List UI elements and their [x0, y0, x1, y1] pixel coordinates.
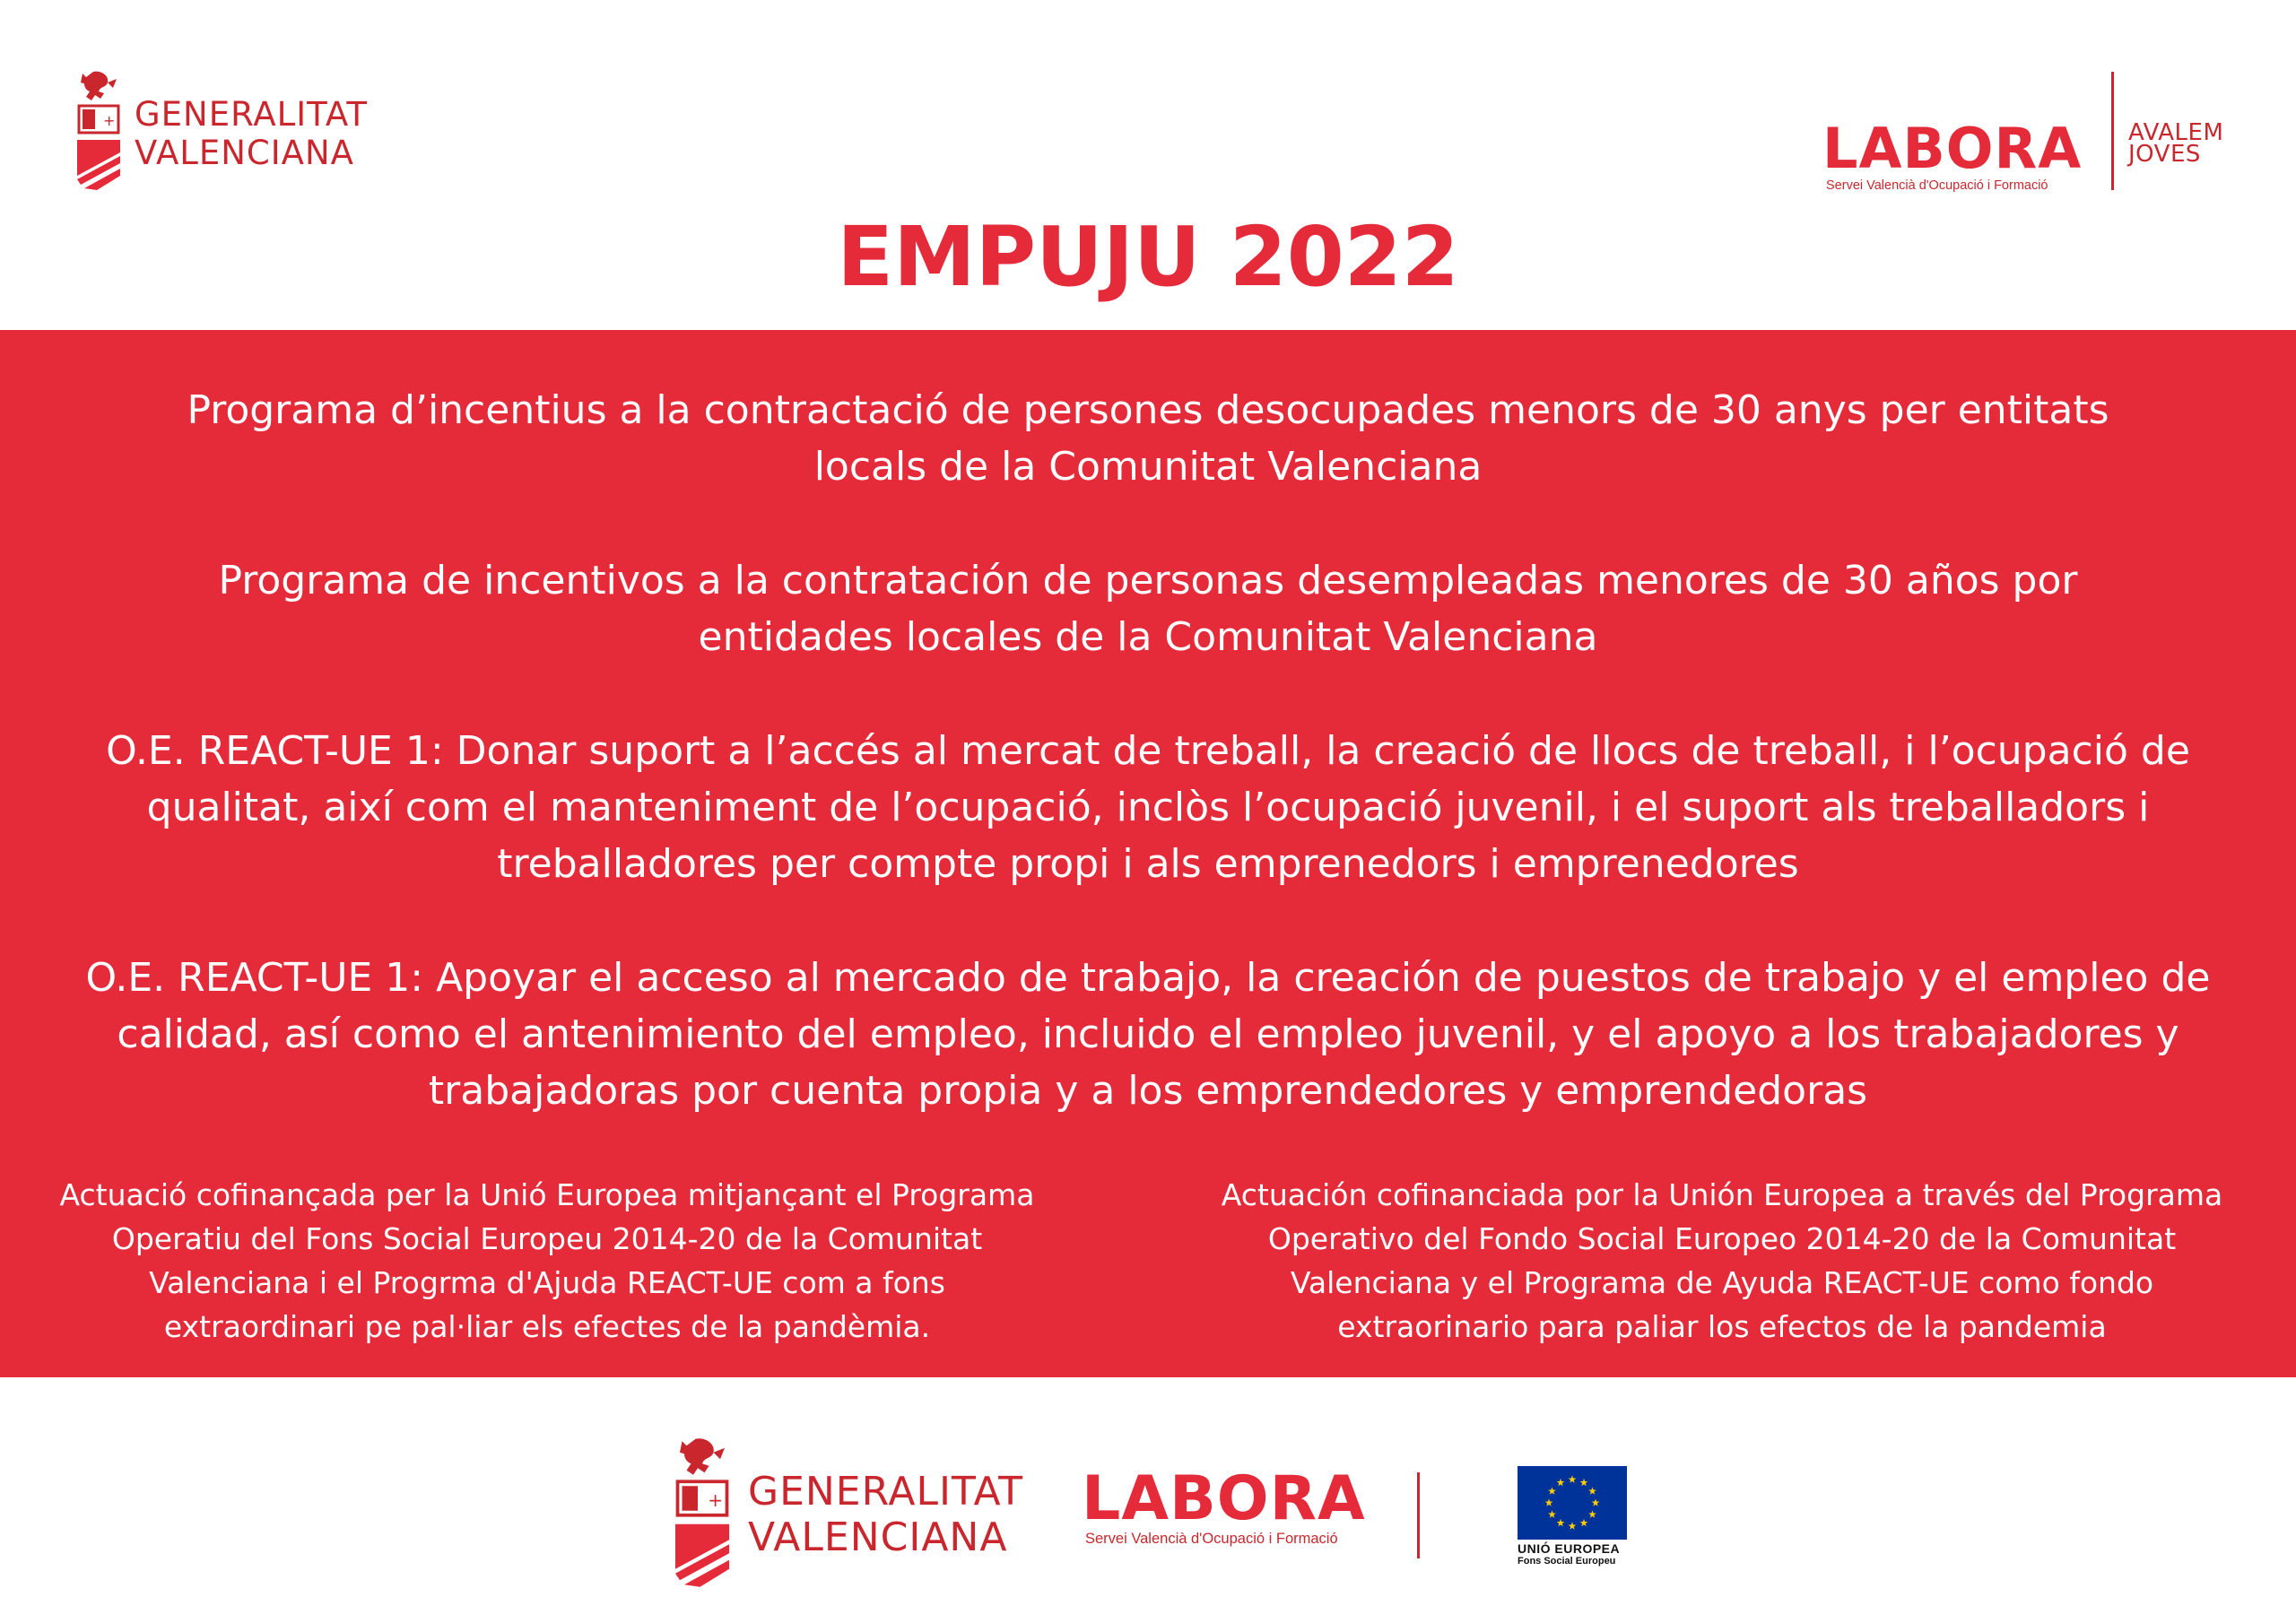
gva-foot-line1: GENERALITAT	[748, 1469, 1024, 1515]
cofin-ca-line1: Actuació cofinançada per la Unió Europea mitjançant el Programa	[59, 1177, 1035, 1212]
gva-line1: GENERALITAT	[135, 95, 368, 134]
cofin-es-line3: Valenciana y el Programa de Ayuda REACT-UE como fondo	[1290, 1265, 2154, 1300]
objective-ca	[72, 723, 2224, 892]
cofin-ca-line3: Valenciana i el Progrma d'Ajuda REACT-UE com a fons	[149, 1265, 945, 1300]
oe-es-line1: O.E. REACT-UE 1: Apoyar el acceso al mercado de trabajo, la creación de puestos de trabajo y el empleo de	[85, 955, 2211, 1001]
eu-subtitle: Fons Social Europeu	[1518, 1556, 1616, 1567]
labora-logo-top	[1822, 116, 2083, 194]
oe-es-line3: trabajadoras por cuenta propia y a los emprendedores y emprendedoras	[428, 1068, 1868, 1114]
eu-name: UNIÓ EUROPEA	[1518, 1541, 1621, 1556]
cofin-ca-line2: Operatiu del Fons Social Europeu 2014-20 de la Comunitat	[111, 1221, 983, 1256]
eu-caption	[1518, 1541, 1634, 1567]
page-title: EMPUJU 2022	[837, 209, 1459, 305]
cofin-es-line1: Actuación cofinanciada por la Unión Europea a través del Programa	[1221, 1177, 2223, 1212]
oe-es-line2: calidad, así como el antenimiento del empleo, incluido el empleo juvenil, y el apoyo a los trabajadores y	[117, 1011, 2179, 1057]
cofinancing-note-ca	[36, 1173, 1058, 1349]
gva-line2: VALENCIANA	[135, 134, 354, 172]
labora-wordmark-footer: LABORA	[1082, 1463, 1366, 1534]
objective-es	[63, 950, 2233, 1119]
info-band	[0, 330, 2296, 1377]
labora-logo-footer	[1082, 1463, 1369, 1551]
svg-text:+: +	[708, 1488, 724, 1511]
para-ca-line2: locals de la Comunitat Valenciana	[813, 444, 1483, 490]
generalitat-logo-top	[74, 70, 378, 190]
labora-subtitle: Servei Valencià d'Ocupació i Formació	[1826, 178, 2048, 193]
footer-divider	[1417, 1472, 1420, 1558]
header-divider	[2111, 72, 2114, 190]
eu-flag-icon	[1518, 1466, 1627, 1540]
generalitat-wordmark	[135, 95, 368, 172]
labora-wordmark: LABORA	[1822, 116, 2083, 181]
para-ca-line1: Programa d’incentius a la contractació de persones desocupades menors de 30 anys per entitats	[187, 387, 2109, 433]
eu-logo	[1518, 1466, 1627, 1570]
oe-ca-line3: treballadores per compte propi i als emprenedors i emprenedores	[497, 841, 1799, 887]
program-description-es	[81, 552, 2215, 665]
gva-emblem-icon	[74, 70, 124, 190]
generalitat-wordmark-footer	[748, 1469, 1023, 1560]
cofin-es-line2: Operativo del Fondo Social Europeo 2014-20 de la Comunitat	[1267, 1221, 2177, 1256]
gva-foot-line2: VALENCIANA	[748, 1515, 1008, 1560]
cofin-es-line4: extraorinario para paliar los efectos de la pandemia	[1337, 1309, 2107, 1344]
avalem-line1: AVALEM	[2128, 119, 2224, 146]
gva-emblem-icon	[671, 1433, 734, 1591]
cofin-ca-line4: extraordinari pe pal·liar els efectes de la pandèmia.	[163, 1309, 931, 1344]
svg-text:+: +	[103, 112, 116, 129]
para-es-line1: Programa de incentivos a la contratación de personas desempleadas menores de 30 años por	[218, 558, 2078, 603]
avalem-joves-logo	[2128, 119, 2224, 168]
avalem-line2: JOVES	[2128, 141, 2201, 168]
labora-subtitle-footer: Servei Valencià d'Ocupació i Formació	[1085, 1531, 1338, 1547]
para-es-line2: entidades locales de la Comunitat Valenciana	[698, 614, 1598, 660]
cofinancing-note-es	[1193, 1173, 2251, 1349]
oe-ca-line1: O.E. REACT-UE 1: Donar suport a l’accés al mercat de treball, la creació de llocs de treball, i l’ocupació de	[106, 728, 2190, 774]
oe-ca-line2: qualitat, així com el manteniment de l’ocupació, inclòs l’ocupació juvenil, i el suport als treballadors i	[146, 785, 2150, 830]
generalitat-logo-footer	[671, 1433, 1048, 1591]
program-description-ca	[81, 382, 2215, 495]
